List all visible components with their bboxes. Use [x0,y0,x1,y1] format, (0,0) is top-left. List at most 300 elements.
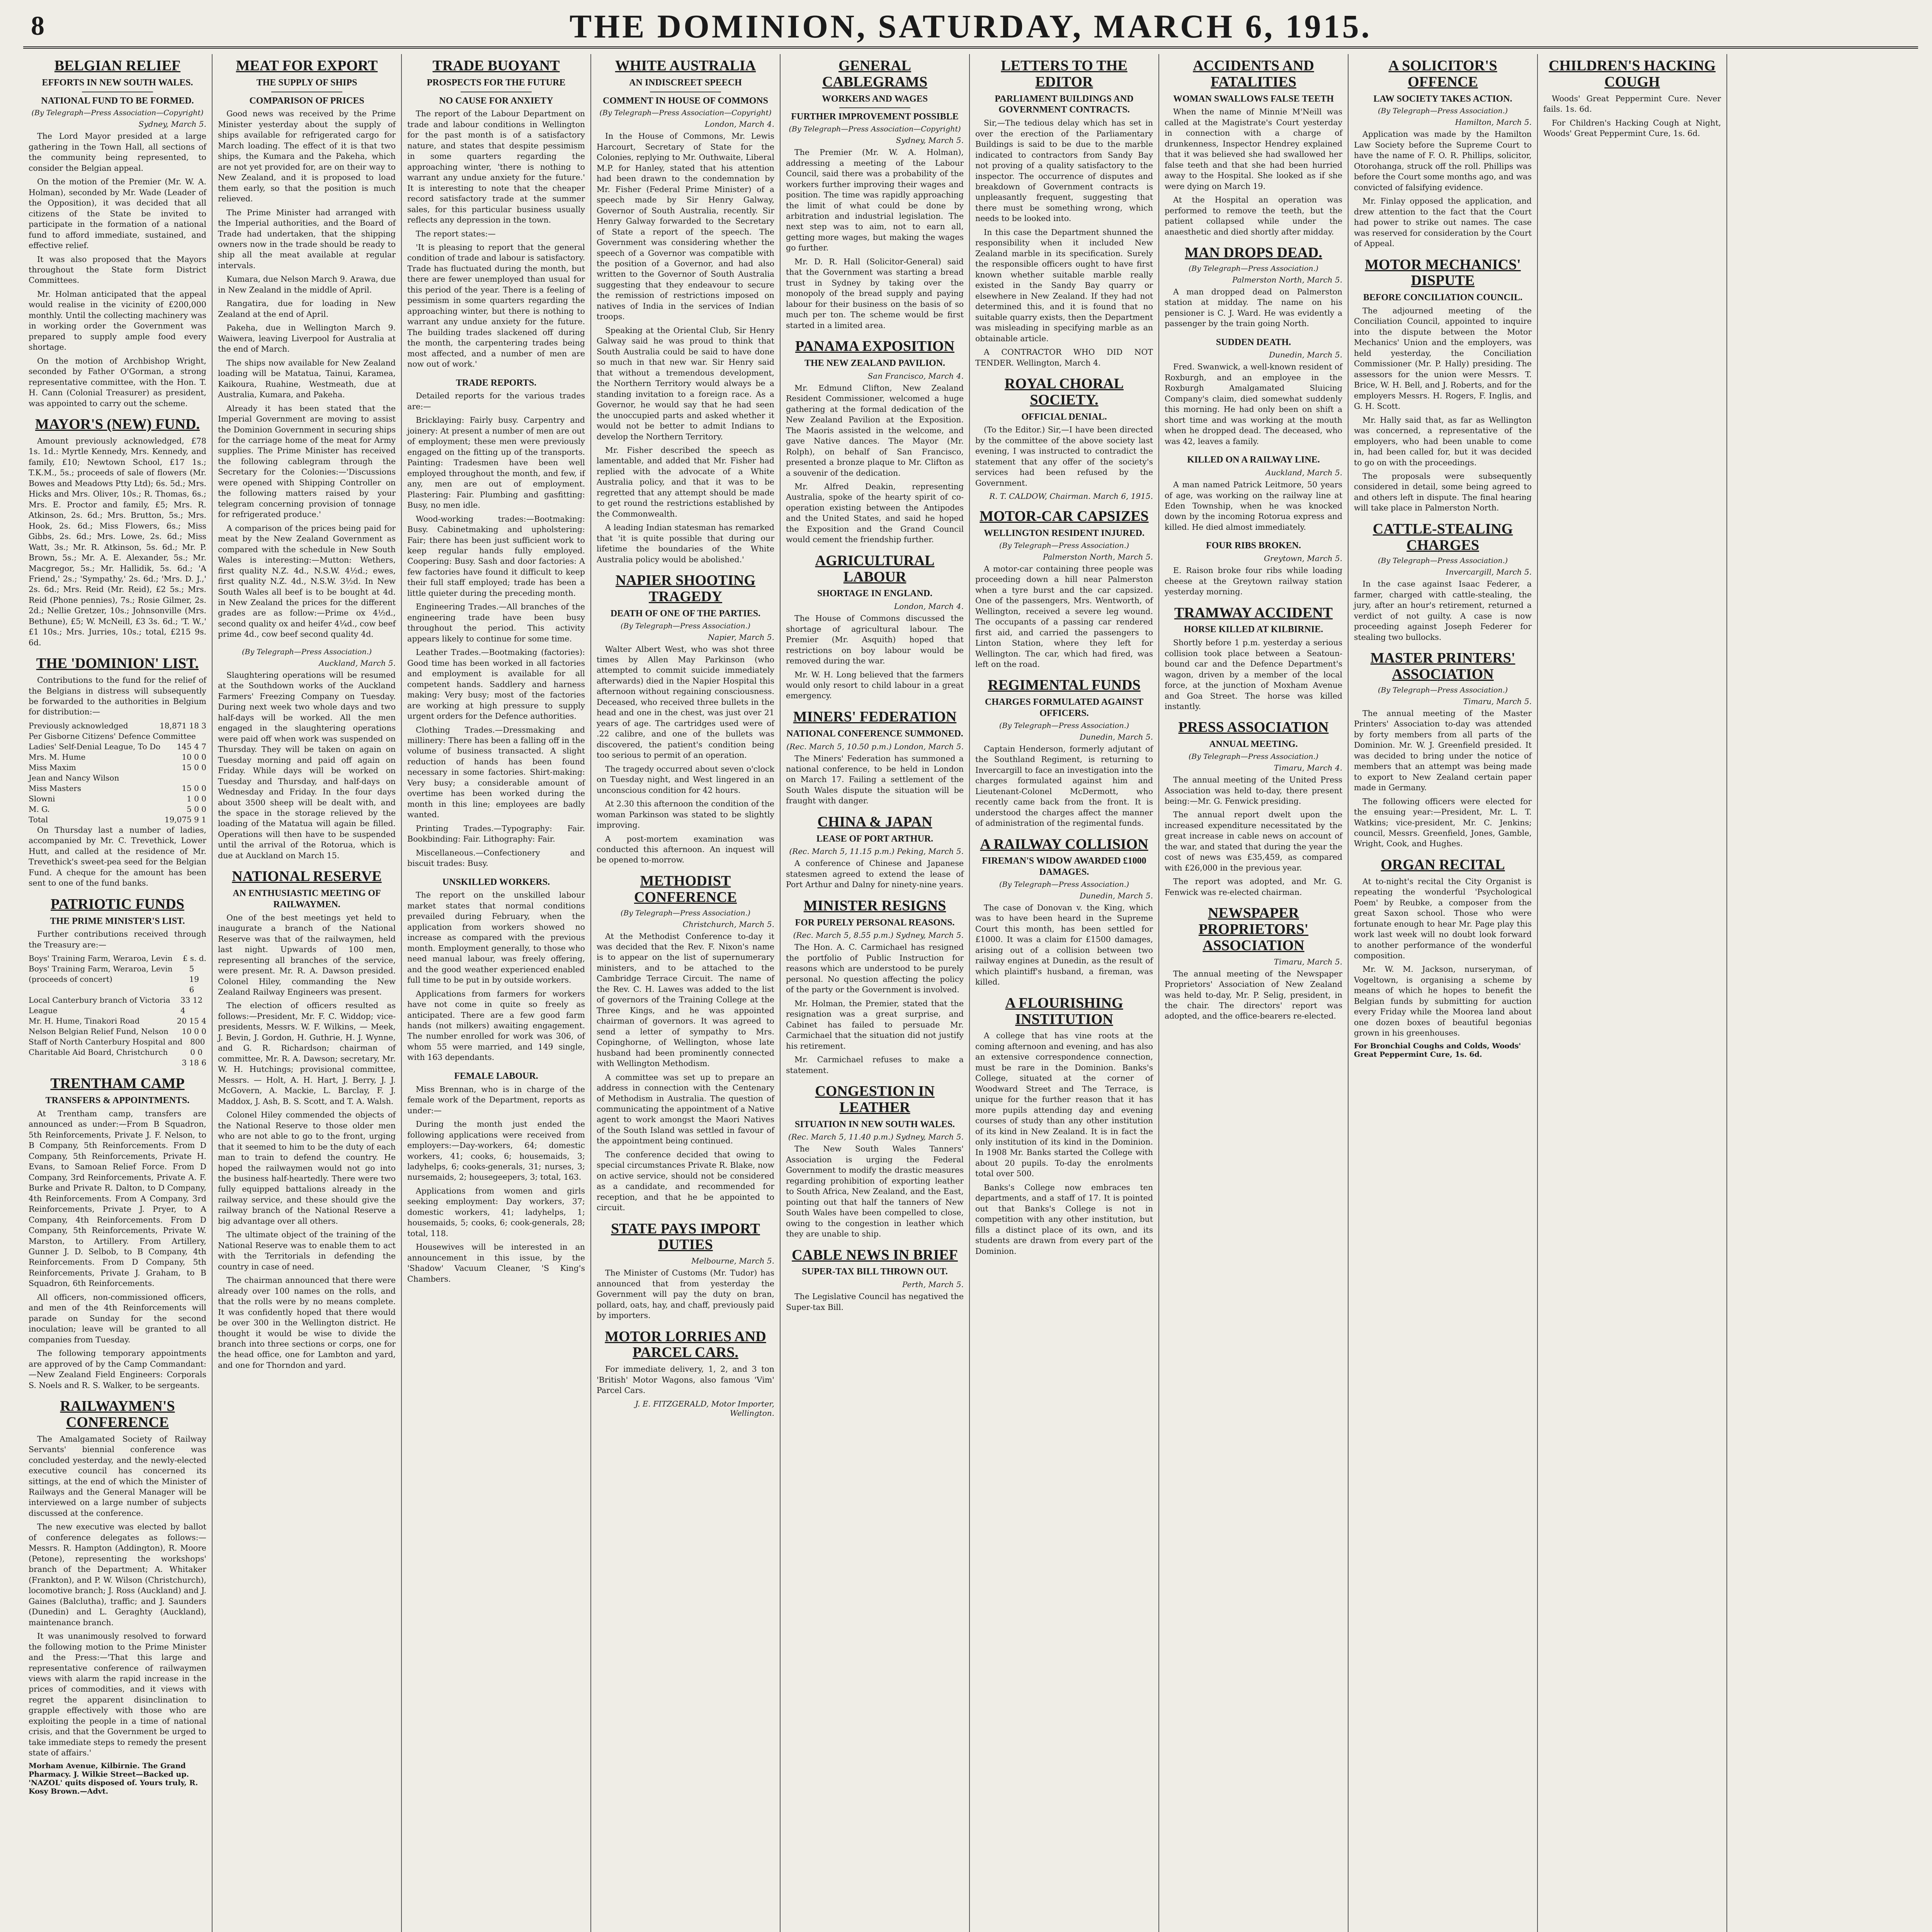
subheadline: FEMALE LABOUR. [454,1071,538,1081]
paragraph: The annual meeting of the Newspaper Proprietors' Association of New Zealand was held to-day, Mr. P. Selig, president, in the chair. The directors' report was adopted, and the office-bearers re-elected. [1165,969,1342,1021]
headline: A SOLICITOR'S OFFENCE [1388,58,1497,90]
paragraph: The annual meeting of the Master Printers' Association to-day was attended by forty members from all parts of the Dominion. Mr. W. J. Greenfield presided. It was decided to bring under the notice of members that an attempt was being made to export to New Zealand certain paper made in Germany. [1354,708,1532,793]
article [29,417,206,648]
place-date: Timaru, March 5. [1274,957,1342,966]
place-date: Palmerston North, March 5. [1232,275,1342,284]
article [597,873,774,1213]
paragraph: Shortly before 1 p.m. yesterday a serious collision took place between a Seatoun-bound car and the Defence Department's wagon, driven by a member of the local force, at the junction of Moxham Avenue and Goa Street. The horse was killed instantly. [1165,638,1342,711]
paragraph: Bricklaying: Fairly busy. Carpentry and joinery: At present a number of men are out of employment; these men were previously engaged on the fitting up of the transports. Painting: Tradesmen have been well employed throughout the month, and few, if any, men are out of employment. Plastering: Fair. Plumbing and gasfitting: Busy, no men idle. [407,415,585,510]
paragraph: Slaughtering operations will be resumed at the Southdown works of the Auckland Farmers' Freezing Company on Tuesday. During next week two whole days and two half-days will be worked. All the men engaged in the slaughtering operations were paid off when work was suspended on Thursday. They will be taken on again on Tuesday morning and paid off again on Friday. While days will be worked on Tuesday and Thursday, and half-days on Wednesday and Friday. In the four days about 3500 sheep will be dealt with, and the space in the storage relieved by the loading of the Matatua will again be filled. Operations will then have to be suspended until the arrival of the Rotorua, which is due at Auckland on March 15. [218,670,396,860]
place-date: San Francisco, March 4. [867,371,964,381]
headline: METHODIST CONFERENCE [634,872,737,905]
fund-name: Total [29,815,48,824]
headline: MOTOR LORRIES AND PARCEL CARS. [605,1328,766,1361]
dateline: (By Telegraph—Press Association.) [999,880,1129,889]
dateline: (By Telegraph—Press Association.) [1188,264,1319,273]
paragraph: The conference decided that owing to special circumstances Private R. Blake, now on active service, should not be considered as a candidate, and recommended for reception, and that he be appointed to circuit. [597,1150,774,1213]
fund-name: Jean and Nancy Wilson [29,773,119,782]
headline: TRADE BUOYANT [432,58,560,74]
fund-name: Boys' Training Farm, Weraroa, Levin [29,954,173,963]
newspaper-title: THE DOMINION, SATURDAY, MARCH 6, 1915. [569,8,1372,45]
column-8 [1349,54,1538,1932]
paragraph: The tragedy occurred about seven o'clock on Tuesday night, and West lingered in an unconscious condition for 42 hours. [597,764,774,795]
paragraph: Clothing Trades.—Dressmaking and millinery: There has been a falling off in the volume of business transacted. A slight reduction of hands has been found necessary in some factories. Shirt-making: Very busy; a considerable amount of overtime has been worked during the month in this line; employees are badly wanted. [407,725,585,820]
place-date: London, March 4. [894,602,964,611]
paragraph: Banks's College now embraces ten departments, and a staff of 17. It is pointed out that Banks's College is not in competition with any other institution, but fills a distinct place of its own, and its students are drawn from every part of the Dominion. [975,1182,1153,1256]
headline: REGIMENTAL FUNDS [988,677,1141,694]
paragraph: The Lord Mayor presided at a large gathering in the Town Hall, all sections of the community being represented, to consider the Belgian appeal. [29,131,206,173]
signature: J. E. FITZGERALD, Motor Importer, Wellington. [635,1399,774,1418]
article [1354,58,1532,249]
place-date: London, March 4. [704,119,774,129]
subheadline: AN INDISCREET SPEECH [629,77,742,88]
fund-amount: 19,075 9 1 [164,815,206,824]
headline: NATIONAL RESERVE [232,868,382,885]
headline: CONGESTION IN LEATHER [815,1083,935,1116]
paragraph: The case of Donovan v. the King, which was to have been heard in the Supreme Court this month, has been settled for £1000. It was a claim for £1500 damages, arising out of a collision between two railway engines at Dunedin, as the result of which plaintiff's husband, a fireman, was killed. [975,903,1153,987]
headline: MOTOR MECHANICS' DISPUTE [1365,256,1521,289]
subheadline: TRADE REPORTS. [456,378,537,388]
paragraph: Miscellaneous.—Confectionery and biscuit trades: Busy. [407,848,585,868]
fund-row [29,762,206,773]
headline: STATE PAYS IMPORT DUTIES [611,1220,760,1253]
place-date: Auckland, March 5. [319,658,396,668]
article [975,837,1153,988]
subheadline: PROSPECTS FOR THE FUTURE [427,77,566,88]
subheadline: FOUR RIBS BROKEN. [1206,541,1301,551]
subheadline: NO CAUSE FOR ANXIETY [439,95,553,106]
fund-amount: 33 12 4 [180,995,203,1015]
headline: ACCIDENTS AND FATALITIES [1193,58,1314,90]
place-date: (Rec. March 5, 11.40 p.m.) Sydney, March 5. [788,1132,964,1142]
subheadline: SHORTAGE IN ENGLAND. [817,588,933,599]
paragraph: Mr. Holman, the Premier, stated that the resignation was a great surprise, and Cabinet has failed to persuade Mr. Carmichael that the situation did not justify his retirement. [786,998,964,1051]
subheadline: NATIONAL FUND TO BE FORMED. [41,95,194,106]
subheadline: KILLED ON A RAILWAY LINE. [1187,455,1320,465]
subheadline: WOMAN SWALLOWS FALSE TEETH [1173,94,1334,104]
place-date: Timaru, March 5. [1463,696,1532,706]
paragraph: The following temporary appointments are approved of by the Camp Commandant:—New Zealand Field Engineers: Corporals S. Noels and R. S. Walker, to be sergeants. [29,1349,206,1390]
subheadline: UNSKILLED WORKERS. [442,877,550,887]
fund-name: Miss Masters [29,783,82,793]
advertisement: For Bronchial Coughs and Colds, Woods' Great Peppermint Cure, 1s. 6d. [1354,1041,1521,1059]
paragraph: E. Raison broke four ribs while loading cheese at the Greytown railway station yesterday morning. [1165,566,1342,597]
paragraph: Walter Albert West, who was shot three times by Allen May Parkinson (who attempted to commit suicide immediately afterwards) died in the Napier Hospital this afternoon without regaining consciousness. Deceased, who received three bullets in the head and one in the chest, was just over 21 years of age. The cartridges used were of .22 calibre, and one of the bullets was discovered, the patient's condition being too serious to permit of an operation. [597,644,774,760]
masthead [23,4,1918,49]
fund-name: Staff of North Canterbury Hospital and Charitable Aid Board, Christchurch [29,1037,183,1057]
headline: CATTLE-STEALING CHARGES [1372,520,1513,553]
paragraph: The ships now available for New Zealand loading will be Matatua, Tainui, Karamea, Kaikoura, Ruahine, Westmeath, due at Australia, Kumara, and Pakeha. [218,358,396,400]
place-date: Invercargill, March 5. [1446,567,1532,577]
fund-row [29,1058,206,1068]
paragraph: 'It is pleasing to report that the general condition of trade and labour is satisfactory. Trade has fluctuated during the month, but there are fewer unemployed than usual for this period of the year. There is a feeling of pessimism in some quarters regarding the approaching winter, but there is nothing to warrant any undue anxiety for the future. The building trades slackened off during the month, the carpentering trades being most affected, and a number of men are now out of work.' [407,243,585,369]
paragraph: Miss Brennan, who is in charge of the female work of the Department, reports as under:— [407,1084,585,1115]
article [597,1329,774,1418]
dateline: (By Telegraph—Press Association—Copyright) [789,125,961,134]
article [597,573,774,866]
subheadline: SUDDEN DEATH. [1216,337,1291,347]
article [1165,605,1342,712]
paragraph: The House of Commons discussed the shortage of agricultural labour. The Premier (Mr. Asquith) hoped that restrictions on boy labour would be removed during the war. [786,614,964,666]
fund-row [29,804,206,815]
article [786,58,964,331]
headline: TRAMWAY ACCIDENT [1174,604,1333,621]
headline: A FLOURISHING INSTITUTION [1005,995,1123,1027]
fund-amount: £ s. d. [182,954,206,963]
dateline: (By Telegraph—Press Association.) [999,541,1129,550]
place-date: Greytown, March 5. [1264,554,1342,563]
paragraph: A committee was set up to prepare an address in connection with the Centenary of Methodism in Australia. The question of communicating the appointment of a Native agent to work amongst the Maori Natives of the South Island was settled in favour of the appointment being continued. [597,1072,774,1146]
headline: MOTOR-CAR CAPSIZES [980,508,1149,525]
paragraph: In the House of Commons, Mr. Lewis Harcourt, Secretary of State for the Colonies, replying to Mr. Outhwaite, Liberal M.P. for Hanley, stated that his attention had been drawn to the condemnation by Mr. Fisher (Federal Prime Minister) of a speech made by Sir Henry Galway, Governor of South Australia, recently. Sir Henry Galway forwarded to the Secretary of State a report of the speech. The Government was considering whether the speech of a Governor was compatible with the position of a Governor, and had also written to the Governor of South Australia suggesting that they endeavour to secure the remission of restrictions imposed on natives of India in the services of Indian troops. [597,131,774,321]
subheadline: AN ENTHUSIASTIC MEETING OF RAILWAYMEN. [233,888,381,910]
fund-name: Local Canterbury branch of Victoria League [29,995,170,1015]
article [407,378,585,869]
dateline: (By Telegraph—Press Association.) [620,621,751,630]
subheadline: LAW SOCIETY TAKES ACTION. [1373,94,1512,104]
place-date: Dunedin, March 5. [1269,350,1342,360]
paragraph: At the Methodist Conference to-day it was decided that the Rev. F. Nixon's name is to appear on the list of supernumerary ministers, and to be attached to the Cambridge Terrace Circuit. The name of the Rev. C. H. Lawes was added to the list of governors of the Training College at the Three Kings, and he was appointed chairman of governors. It was agreed to send a letter of sympathy to Mrs. Copinghorne, of Wellington, whose late husband had been prominently connected with Wellington Methodism. [597,931,774,1068]
article [597,58,774,565]
paragraph: A man dropped dead on Palmerston station at midday. The name on his pensioner is C. J. Ward. He was evidently a passenger by the train going North. [1165,287,1342,328]
column-7 [1159,54,1349,1932]
headline: ORGAN RECITAL [1381,856,1505,873]
subheadline: COMPARISON OF PRICES [249,95,364,106]
paragraph: A CONTRACTOR WHO DID NOT TENDER. Wellington, March 4. [975,347,1153,367]
fund-name: Previously acknowledged [29,721,128,730]
fund-name: Per Gisborne Citizens' Defence Committee [29,731,196,741]
paragraph: A man named Patrick Leitmore, 50 years of age, was working on the railway line at Eden Township, when he was knocked down by the incoming Rotorua express and killed. He died almost immediately. [1165,480,1342,532]
headline: PATRIOTIC FUNDS [51,896,184,912]
paragraph: On the motion of Archbishop Wright, seconded by Father O'Gorman, a strong representative committee, with the Hon. T. H. Cann (Colonial Treasurer) as president, was appointed to carry out the scheme. [29,356,206,408]
paragraph: The report states:— [416,229,496,238]
subheadline: BEFORE CONCILIATION COUNCIL. [1363,293,1523,303]
dateline: (By Telegraph—Press Association—Copyright) [31,109,204,117]
paragraph: The following officers were elected for the ensuing year:—President, Mr. L. T. Watkins; vice-president, Mr. C. Jenkins; council, Messrs. Greenfield, Jones, Gamble, Wright, Cook, and Hughes. [1354,796,1532,849]
article [29,896,206,1068]
paragraph: The annual report dwelt upon the increased expenditure necessitated by the great increase in cable news on account of the war, and stated that during the year the cost of news was £35,459, as compared with £26,000 in the previous year. [1165,810,1342,872]
fund-name: Boys' Training Farm, Weraroa, Levin (proceeds of concert) [29,964,173,984]
fund-row [29,964,206,995]
column-3 [402,54,591,1932]
paragraph: Colonel Hiley commended the objects of the National Reserve to those older men who are not able to go to the front, urging that it seemed to him to be the duty of each man to train to defend the country. He hoped the railwaymen would not go into the business half-heartedly. There were two fully equipped battalions already in the railway service, and these should give the railway branch of the National Reserve a big advantage over all others. [218,1110,396,1226]
subheadline: LEASE OF PORT ARTHUR. [816,833,934,844]
headline: MEAT FOR EXPORT [236,58,378,74]
place-date: Auckland, March 5. [1265,468,1342,478]
article [1354,521,1532,643]
dateline: (By Telegraph—Press Association.) [1188,752,1319,761]
place-date: Timaru, March 4. [1274,763,1342,773]
paragraph: All officers, non-commissioned officers, and men of the 4th Reinforcements will parade on Sunday for the second inoculation; leave will be granted to all companies from Tuesday. [29,1292,206,1344]
article [1165,719,1342,898]
paragraph: At Trentham camp, transfers are announced as under:—From B Squadron, 5th Reinforcements, Private J. F. Nelson, to B Company, 5th Reinforcements. From D Company, 5th Reinforcements, Private H. Evans, to Samoan Relief Force. From D Company, 3rd Reinforcements, Private A. F. Burke and Private R. Dalton, to D Company, 4th Reinforcements. From A Company, 3rd Reinforcements, Private J. Pryer, to A Company, 4th Reinforcements. From D Company, 5th Reinforcements, Private W. Marston, to Artillery. From Artillery, Gunner J. D. Selbob, to B Company, 4th Reinforcements. From D Company, 5th Reinforcements, Private J. Graham, to B Squadron, 6th Reinforcements. [29,1109,206,1288]
fund-amount: 1 0 0 [187,794,206,803]
headline: MASTER PRINTERS' ASSOCIATION [1370,650,1515,683]
place-date: Sydney, March 5. [138,119,206,129]
fund-amount: 800 0 0 [190,1037,205,1057]
subheadline: DEATH OF ONE OF THE PARTIES. [610,608,761,619]
fund-amount: 20 15 4 [177,1016,206,1026]
fund-amount: 145 4 7 [177,742,206,751]
subheadline: WORKERS AND WAGES [821,94,928,104]
column-5 [781,54,970,1932]
paragraph: The Hon. A. C. Carmichael has resigned the portfolio of Public Instruction for reasons which are understood to be purely personal. No question affecting the policy of the party or the Government is involved. [786,942,964,995]
fund-amount: 15 0 0 [182,762,206,772]
page-number: 8 [31,11,44,41]
headline: NEWSPAPER PROPRIETORS' ASSOCIATION [1198,905,1309,954]
subheadline: CHARGES FORMULATED AGAINST OFFICERS. [985,697,1144,719]
paragraph: The report was adopted, and Mr. G. Fenwick was re-elected chairman. [1165,877,1342,897]
paragraph: Mr. Carmichael refuses to make a statement. [786,1055,964,1075]
place-date: Dunedin, March 5. [1080,732,1153,742]
fund-row [29,794,206,804]
dateline: (By Telegraph—Press Association.) [999,721,1129,730]
paragraph: A motor-car containing three people was proceeding down a hill near Palmerston when a tyre burst and the car capsized. One of the passengers, Mrs. Wentworth, of Wellington, received a severe leg wound. The occupants of a passing car rendered first aid, and carried the passengers to Linton Station, where they left for Wellington. The car, which had fired, was left on the road. [975,564,1153,669]
subheadline: COMMENT IN HOUSE OF COMMONS [602,95,768,106]
place-date: Palmerston North, March 5. [1043,552,1153,561]
place-date: (Rec. March 5, 8.55 p.m.) Sydney, March 5. [793,930,964,940]
subheadline: OFFICIAL DENIAL. [1021,412,1107,422]
dateline: (By Telegraph—Press Association.) [620,908,751,917]
fund-name: Slowni [29,794,55,803]
fund-amount: 5 19 6 [189,964,199,995]
paragraph: Woods' Great Peppermint Cure. Never fails. 1s. 6d. [1543,94,1721,114]
paragraph: Mr. Edmund Clifton, New Zealand Resident Commissioner, welcomed a huge gathering at the formal dedication of the New Zealand Pavilion at the Exposition. The Maoris assisted in the welcome, and gave Native dances. The Mayor (Mr. Rolph), on behalf of San Francisco, presented a bronze plaque to Mr. Clifton as a souvenir of the dedication. [786,383,964,478]
article [218,869,396,1371]
paragraph: The Premier (Mr. W. A. Holman), addressing a meeting of the Labour Council, said there was a probability of the workers further improving their wages and position. The time was rapidly approaching the limit of what could be done by arbitration and industrial legislation. The next step was to aim, not to earn all, getting more wages, but making the wages go further. [786,148,964,253]
paragraph: A college that has vine roots at the coming afternoon and evening, and has also an extensive correspondence connection, must be rare in the Dominion. Banks's College, situated at the corner of Woodward Street and The Terrace, is unique for the further reason that it has more pupils attending day and evening courses of study than any other institution of its kind in New Zealand. It is in fact the only institution of its kind in the Dominion. In 1908 Mr. Banks started the College with about 20 pupils. To-day the enrolments total over 500. [975,1031,1153,1179]
paragraph: Mr. Alfred Deakin, representing Australia, spoke of the hearty spirit of co-operation existing between the Antipodes and the United States, and said he hoped the Exposition and the Grand Council would cement the friendship further. [786,481,964,544]
paragraph: A conference of Chinese and Japanese statesmen agreed to extend the lease of Port Arthur and Dalny for ninety-nine years. [786,859,964,889]
article [786,338,964,545]
paragraph: During the month just ended the following applications were received from employers:—Day-workers, 64; domestic workers, 41; cooks, 6; housemaids, 3; ladyhelps, 6; cooks-generals, 31; nurses, 3; nursemaids, 2; housegeepers, 3; total, 163. [407,1119,585,1182]
article [1165,58,1342,237]
subheadline: FURTHER IMPROVEMENT POSSIBLE [791,112,959,122]
paragraph: Already it has been stated that the Imperial Government are moving to assist the Dominion Government in securing ships for the carriage home of the meat for Army supplies. The Prime Minister has received the following cablegram through the Secretary for the Colonies:—'Discussions were opened with Shipping Controller on the following matters raised by your telegram concerning provision of tonnage for refrigerated produce.' [218,403,396,519]
paragraph: In this case the Department shunned the responsibility when it included New Zealand marble in its specification. Surely the responsible officers ought to have first known whether suitable marble really existed in the Sandy Bay quarry or elsewhere in New Zealand. If they had not determined this, and it is found that no suitable quarry exists, then the Department was misleading in specifying marble as an obtainable article. [975,227,1153,343]
place-date: Melbourne, March 5. [691,1256,774,1266]
headline: TRENTHAM CAMP [50,1075,185,1092]
fund-name: M. G. [29,804,50,814]
place-date: Perth, March 5. [902,1280,964,1289]
paragraph: Pakeha, due in Wellington March 9. Waiwera, leaving Liverpool for Australia at the end of March. [218,323,396,354]
fund-amount: 5 0 0 [187,804,206,814]
paragraph: Application was made by the Hamilton Law Society before the Supreme Court to have the name of F. O. R. Phillips, solicitor, Otorohanga, struck off the roll. Phillips was before the Court some months ago, and was convicted of falsifying evidence. [1354,129,1532,192]
fund-row [29,815,206,825]
fund-row [29,752,206,762]
fund-row [29,1016,206,1026]
paragraph: Mr. D. R. Hall (Solicitor-General) said that the Government was starting a bread trust in Sydney by taking over the monopoly of the bread supply and paying labour for their business on the basis of so much per ton. The scheme would be first started in a limited area. [786,257,964,330]
fund-name: Ladies' Self-Denial League, To Do [29,742,161,751]
article [407,1071,585,1284]
place-date: Christchurch, March 5. [682,919,774,929]
paragraph: It was also proposed that the Mayors throughout the State form District Committees. [29,254,206,285]
headline: A RAILWAY COLLISION [980,836,1148,852]
paragraph: Mr. Holman anticipated that the appeal would realise in the vicinity of £200,000 monthly. Until the collecting machinery was in working order the Government was prepared to supply ample food every shortage. [29,289,206,352]
article [1354,257,1532,514]
place-date: Dunedin, March 5. [1080,891,1153,900]
article [786,553,964,701]
place-date: (Rec. March 5, 10.50 p.m.) London, March 5. [786,742,964,751]
dateline: (By Telegraph—Press Association.) [242,647,372,656]
paragraph: Mr. Finlay opposed the application, and drew attention to the fact that the Court had power to strike out names. The case was reserved for consideration by the Court of Appeal. [1354,196,1532,248]
paragraph: Applications from women and girls seeking employment: Day workers, 37; domestic workers, 41; ladyhelps, 1; housemaids, 5; cooks, 6; cook-generals, 28; total, 118. [407,1186,585,1238]
paragraph: Detailed reports for the various trades are:— [407,391,585,411]
article [407,58,585,370]
dateline: (By Telegraph—Press Association.) [1378,556,1508,565]
paragraph: Further contributions received through the Treasury are:— [29,929,206,949]
article [786,709,964,806]
article [786,814,964,890]
fund-row [29,953,206,964]
fund-name: Mrs. M. Hume [29,752,86,762]
headline: LETTERS TO THE EDITOR [1001,58,1128,90]
headline: PANAMA EXPOSITION [795,338,955,355]
fund-amount: 18,871 18 3 [160,721,206,730]
fund-row [29,773,206,783]
subheadline: WELLINGTON RESIDENT INJURED. [984,528,1145,538]
paragraph: The proposals were subsequently considered in detail, some being agreed to and others left in dispute. The final hearing will take place in Palmerston North. [1354,471,1532,513]
paragraph: Mr. Hally said that, as far as Wellington was concerned, a representative of the employers, who had been unable to come in, had been called for, but it was decided to go on with the proceedings. [1354,415,1532,467]
paragraph: Amount previously acknowledged, £78 1s. 1d.: Myrtle Kennedy, Mrs. Kennedy, and family, £10; Newtown School, £17 1s.; T.K.M., 5s.; proceeds of sale of flowers (Mr. Bowes and Meadows Ptty Ltd); 6s. 5d.; Mrs. Hicks and Mrs. Oliver, 10s.; R. Thomas, 6s.; Mrs. E. Proctor and family, £5; Mrs. R. Atkinson, 2s. 6d.; Mrs. Brutton, 5s.; Mrs. Hook, 2s. 6d.; Miss Flowers, 6s.; Miss Gibbs, 2s. 6d.; Mrs. Lowe, 2s. 6d.; Miss Watt, 3s.; Mr. R. Atkinson, 5s. 6d.; Mr. P. Brown, 5s.; Mr. A. E. Alexander, 5s.; Mr. Macgregor, 5s.; Mr. Hallidik, 5s. 6d.; 'A Friend,' 2s.; 'Sympathy,' 2s. 6d.; 'Mrs. D. J.,' 2s. 6d.; Mrs. Reid (Mr. Reid), £2 5s.; Mrs. Reid (Phone pennies), 7s.; Rosie Gilmer, 2s. 2d.; Nellie Gretzer, 10s.; Johnsonville (Mrs. Bethune), £5; W. McNeill, £3 3s. 6d.; 'T. W.,' £1 10s.; Mrs. Jurries, 10s.; total, £215 9s. 6d. [29,436,206,647]
dateline: (By Telegraph—Press Association.) [1378,107,1508,116]
article [975,376,1153,501]
article [786,1083,964,1240]
paragraph: The election of officers resulted as follows:—President, Mr. F. C. Widdop; vice-presidents, Messrs. W. F. Wilkins, — Meek, J. Bevin, J. Gordon, H. Guthrie, H. J. Wynne, and G. R. Richardson; chairman of committee, Mr. R. A. Dawson; secretary, Mr. W. H. Hutchings; provisional committee, Messrs. — Holt, A. H. Hart, J. Berry, J. J. McGovern, A. Mackie, L. Barclay, F. J. Maddox, J. Ash, B. S. Scott, and T. A. Walsh. [218,1001,396,1106]
article [786,898,964,1076]
article [29,1398,206,1796]
paragraph: Rangatira, due for loading in New Zealand at the end of April. [218,299,396,319]
column-6 [970,54,1159,1932]
article [1165,337,1342,447]
paragraph: At the Hospital an operation was performed to remove the teeth, but the patient collapsed while under the anaesthetic and died shortly after midday. [1165,195,1342,236]
paragraph: The adjourned meeting of the Conciliation Council, appointed to inquire into the dispute between the Motor Mechanics' Union and the employers, was held yesterday, the Conciliation Commissioner (Mr. P. Hally) presiding. The assessors for the union were Messrs. T. Brice, W. H. Bell, and J. Roberts, and for the employers Messrs. H. Rogers, F. Inglis, and G. H. Scott. [1354,306,1532,411]
columns [23,54,1918,1932]
fund-row [29,1026,206,1037]
subheadline: ANNUAL MEETING. [1209,739,1298,750]
subheadline: THE NEW ZEALAND PAVILION. [804,358,946,368]
dateline: (By Telegraph—Press Association—Copyright) [599,109,772,117]
headline: MAN DROPS DEAD. [1185,245,1322,261]
paragraph: The Prime Minister had arranged with the Imperial authorities, and the Board of Trade had undertaken, that the shipping owners now in the trade should be ready to ship all the meat available at regular intervals. [218,207,396,270]
column-4 [591,54,781,1932]
paragraph: It was unanimously resolved to forward the following motion to the Prime Minister and the Press:—'That this large and representative conference of railwaymen views with alarm the rapid increase in the prices of commodities, and it views with regret the apparent disinclination to grapple effectively with those who are exploiting the people in a time of national crisis, and that the Government be urged to take immediate steps to remedy the present state of affairs.' [29,1631,206,1758]
headline: AGRICULTURAL LABOUR [815,552,935,585]
fund-row [29,1037,206,1058]
paragraph: Fred. Swanwick, a well-known resident of Roxburgh, and an employee in the Roxburgh Amalgamated Sluicing Company's claim, died somewhat suddenly this morning. He had only been on shift a short time and was working at the mouth when he dropped dead. The deceased, who was 42, leaves a family. [1165,362,1342,446]
article [1165,454,1342,532]
article [597,1221,774,1321]
column-1 [23,54,213,1932]
fund-name: Mr. H. Hume, Tinakori Road [29,1016,140,1026]
subheadline: EFFORTS IN NEW SOUTH WALES. [42,77,193,88]
paragraph: The chairman announced that there were already over 100 names on the rolls, and that the rolls were by no means complete. It was confidently hoped that there would be over 300 in the Wellington district. He thought it would be wise to divide the branch into three sections or corps, one for the head office, one for Lambton and yard, and one for Thorndon and yard. [218,1276,396,1370]
headline: GENERAL CABLEGRAMS [822,58,928,90]
paragraph: In the case against Isaac Federer, a farmer, charged with cattle-stealing, the jury, after an hour's retirement, returned a verdict of not guilty. A case is now proceeding against Joseph Federer for stealing two bullocks. [1354,579,1532,642]
article [1165,245,1342,329]
article [407,877,585,1063]
fund-row [29,783,206,794]
note: On Thursday last a number of ladies, accompanied by Mr. C. Trevethick, Lower Hutt, and called at the residence of Mr. Trevethick's sweet-pea seed for the Belgian Fund. A cheque for the amount has been sent to one of the fund banks. [29,825,206,888]
paragraph: Printing Trades.—Typography: Fair. Bookbinding: Fair. Lithography: Fair. [407,823,585,844]
article [975,58,1153,368]
paragraph: Leather Trades.—Bootmaking (factories): Good time has been worked in all factories and employment is available for all competent hands. Saddlery and harness making: Very busy; most of the factories are working at high pressure to supply urgent orders for the Defence authorities. [407,648,585,721]
paragraph: The New South Wales Tanners' Association is urging the Federal Government to modify the drastic measures regarding prohibition of exporting leather to South Africa, New Zealand, and the East, pointing out that half the tanners of New South Wales have been compelled to close, owing to the congestion in leather which they are unable to ship. [786,1144,964,1239]
paragraph: The Miners' Federation has summoned a national conference, to be held in London on March 17. Failing a settlement of the South Wales dispute the situation will be fraught with danger. [786,753,964,806]
dateline: (By Telegraph—Press Association.) [1378,685,1508,694]
paragraph: For immediate delivery, 1, 2, and 3 ton 'British' Motor Wagons, also famous 'Vim' Parcel Cars. [597,1364,774,1395]
article [218,648,396,861]
headline: CHINA & JAPAN [817,813,932,830]
place-date: Sydney, March 5. [896,136,964,145]
column-10 [1727,54,1917,1932]
article [975,677,1153,828]
subheadline: FIREMAN'S WIDOW AWARDED £1000 DAMAGES. [982,856,1146,878]
paragraph: Captain Henderson, formerly adjutant of the Southland Regiment, is returning to Invercargill to face an investigation into the charges formulated against him and Lieutenant-Colonel McDermott, who recently came back from the front. It is understood the charges affect the manner of administration of the regimental funds. [975,744,1153,828]
article [1354,650,1532,849]
paragraph: Good news was received by the Prime Minister yesterday about the supply of ships available for refrigerated cargo for March loading. The effect of it is that two ships, the Kumara and the Pakeha, which are not yet provided for, are on their way to New Zealand, and it is proposed to load them early, so that the position is much relieved. [218,109,396,204]
headline: BELGIAN RELIEF [54,58,181,74]
article [975,509,1153,670]
subheadline: FOR PURELY PERSONAL REASONS. [795,917,955,928]
paragraph: Speaking at the Oriental Club, Sir Henry Galway said he was proud to think that South Australia could be said to have done so much in that new war. Sir Henry said that without a tremendous development, the Northern Territory would always be a standing invitation to a foreign race. As a Governor, he would say that he had seen the unoccupied parts and asked whether it would not be better to admit Indians to develop the Northern Territory. [597,325,774,441]
fund-amount: 15 0 0 [182,783,206,793]
fund-row [29,731,206,742]
fund-row [29,995,206,1016]
signature: R. T. CALDOW, Chairman. March 6, 1915. [989,492,1153,501]
article [1165,905,1342,1022]
paragraph: A comparison of the prices being paid for meat by the New Zealand Government as compared with the schedule in New South Wales is interesting:—Mutton: Wethers, first quality N.Z. 4d., N.S.W. 4½d.; ewes, first quality N.Z. 4d., N.S.W. 3½d. In New South Wales all beef is to be bought at 4d. in New Zealand the prices for the different grades are as follow:—Prime ox 4½d., second quality ox and heifer 4¼d., cow beef prime 4d., cow beef second quality 4d. [218,523,396,639]
subheadline: THE SUPPLY OF SHIPS [256,77,357,88]
paragraph: Mr. Fisher described the speech as lamentable, and added that Mr. Fisher had replied with the advocate of a White Australia policy, and that it was to be regretted that any attempt should be made to get round the restrictions established by the Commonwealth. [597,445,774,519]
fund-row [29,721,206,731]
paragraph: Wood-working trades:—Bootmaking: Busy. Cabinetmaking and upholstering: Fair; there has been just sufficient work to keep regular hands fully employed. Coopering: Busy. Sash and door factories: A few factories have found it difficult to keep their full staff employed; trade has been a little quieter during the preceding month. [407,514,585,598]
subheadline: SUPER-TAX BILL THROWN OUT. [802,1267,948,1277]
article [29,58,206,409]
article [1354,857,1532,1059]
paragraph: The annual meeting of the United Press Association was held to-day, there present being:—Mr. G. Fenwick presiding. [1165,775,1342,806]
headline: PRESS ASSOCIATION [1178,719,1329,736]
paragraph: (To the Editor.) Sir,—I have been directed by the committee of the above society last evening, I was instructed to contradict the statement that any offer of the society's services had been refused by the Government. [975,425,1153,488]
fund-amount: 10 0 0 [182,1027,206,1036]
column-2 [213,54,402,1932]
paragraph: The new executive was elected by ballot of conference delegates as follows:—Messrs. R. Hampton (Addington), R. Moore (Petone), representing the workshops' branch of the Department; A. Whitaker (Frankton), and P. W. Wilson (Christchurch), locomotive branch; J. Ross (Auckland) and J. Gaines (Balclutha), traffic; and J. Saunders (Dunedin) and L. Geraghty (Auckland), maintenance branch. [29,1522,206,1627]
subheadline: PARLIAMENT BUILDINGS AND GOVERNMENT CONTRACTS. [995,94,1134,115]
paragraph: Sir,—The tedious delay which has set in over the erection of the Parliamentary Buildings is said to be due to the marble indicated to contractors from Sandy Bay not proving of a quality satisfactory to the inspector. The occurrence of disputes and breakdown of Government contracts is unpleasantly frequent, suggesting that there must be something wrong, which needs to be looked into. [975,118,1153,223]
subheadline: NATIONAL CONFERENCE SUMMONED. [786,728,963,739]
subheadline: THE PRIME MINISTER'S LIST. [50,916,185,926]
paragraph: The Amalgamated Society of Railway Servants' biennial conference was concluded yesterday, and the newly-elected executive council has concerned its sittings, at the end of which the Minister of Railways and the General Manager will be interviewed on a large number of subjects discussed at the conference. [29,1434,206,1518]
paragraph: Engineering Trades.—All branches of the engineering trade have been busy throughout the period. This activity appears likely to continue for some time. [407,602,585,643]
fund-name: Miss Maxim [29,762,76,772]
article [786,1247,964,1313]
paragraph: The ultimate object of the training of the National Reserve was to enable them to act with the Territorials in defending the country in case of need. [218,1230,396,1271]
article [1543,58,1721,139]
paragraph: At to-night's recital the City Organist is repeating the wonderful 'Psychological Poem' by Reubke, a composer from the great Saxon school. Those who were fortunate enough to hear Mr. Page play this work last week will no doubt look forward to another performance of the wonderful composition. [1354,876,1532,961]
headline: MAYOR'S (NEW) FUND. [35,416,200,433]
advertisement: Morham Avenue, Kilbirnie. The Grand Pharmacy. J. Wilkie Street—Backed up. 'NAZOL' quits disposed of. Yours truly, R. Kosy Brown.—Advt. [29,1761,198,1796]
article [975,995,1153,1257]
article [1165,540,1342,597]
subheadline: HORSE KILLED AT KILBIRNIE. [1184,624,1323,635]
fund-amount: 10 0 0 [182,752,206,762]
paragraph: The report on the unskilled labour market states that normal conditions prevailed during February, when the application from workers showed no increase as compared with the previous month. Employment generally, to those who need manual labour, was freely offering, and the good weather experienced enabled full time to be put in by outside workers. [407,890,585,985]
paragraph: A leading Indian statesman has remarked that 'it is quite possible that during our lifetime the boundaries of the White Australia policy would be abolished.' [597,523,774,564]
headline: MINISTER RESIGNS [803,897,946,914]
headline: CHILDREN'S HACKING COUGH [1549,58,1716,90]
headline: CABLE NEWS IN BRIEF [792,1247,958,1263]
paragraph: Mr. W. M. Jackson, nurseryman, of Vogeltown, is organising a scheme by means of which he hopes to benefit the Belgian funds by submitting for auction every Friday while the Moorea land about one dozen boxes of beautiful begonias grown in his greenhouses. [1354,964,1532,1038]
